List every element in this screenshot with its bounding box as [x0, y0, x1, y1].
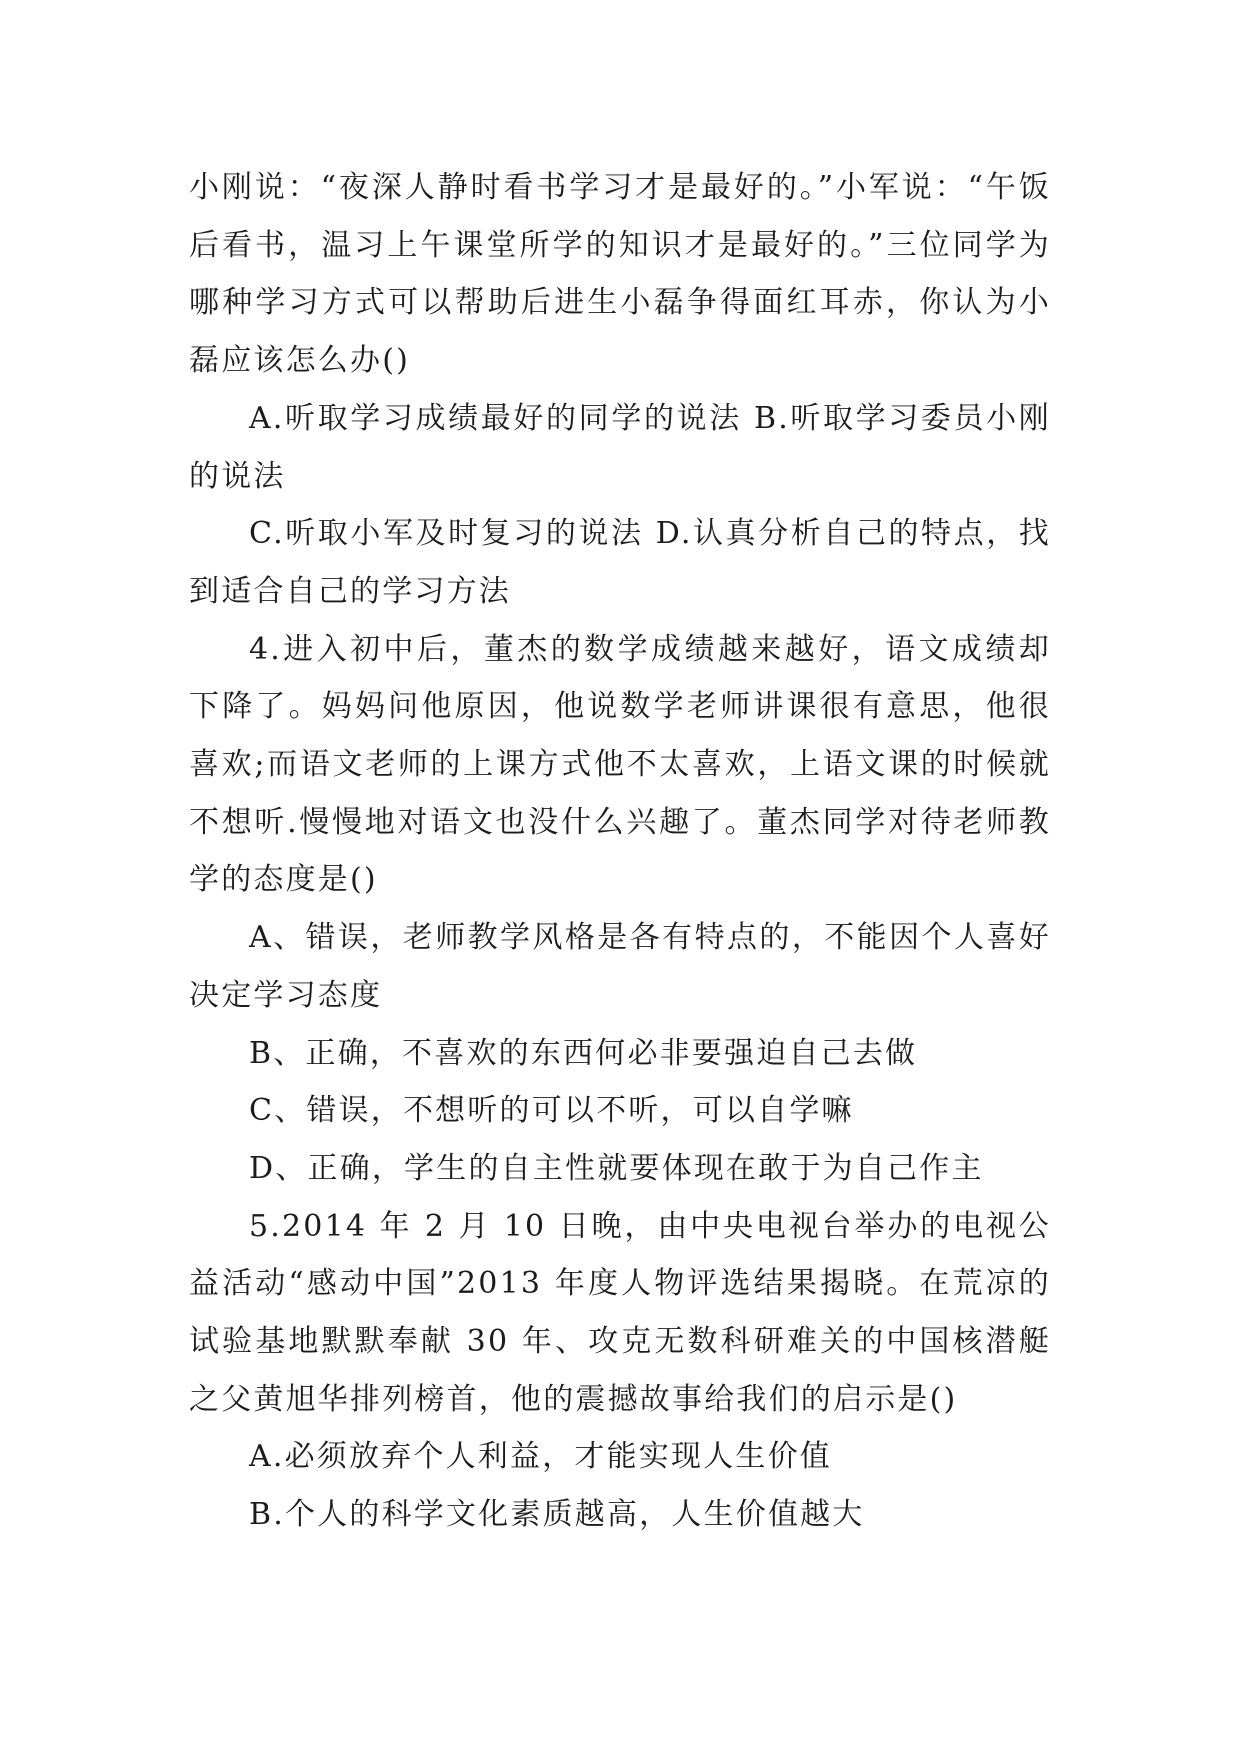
- question-3-options-cd: C.听取小军及时复习的说法 D.认真分析自己的特点，找到适合自己的学习方法: [189, 516, 1051, 609]
- question-4-option-c: C、错误，不想听的可以不听，可以自学嘛: [249, 1093, 854, 1129]
- question-4-option-a: A、错误，老师教学风格是各有特点的，不能因个人喜好决定学习态度: [189, 920, 1051, 1013]
- document-body: [189, 159, 1051, 1544]
- question-4-option-d: D、正确，学生的自主性就要体现在敢于为自己作主: [249, 1150, 984, 1186]
- question-4-stem: 4.进入初中后，董杰的数学成绩越来越好，语文成绩却下降了。妈妈问他原因，他说数学老师讲课很有意思，他很喜欢;而语文老师的上课方式他不太喜欢，上语文课的时候就不想听.慢慢地对语文也没什么兴趣了。董杰同学对待老师教学的态度是(): [189, 631, 1051, 898]
- question-5-option-a: A.必须放弃个人利益，才能实现人生价值: [249, 1439, 833, 1475]
- question-5-option-b: B.个人的科学文化素质越高，人生价值越大: [249, 1497, 865, 1533]
- question-3-options-ab: A.听取学习成绩最好的同学的说法 B.听取学习委员小刚的说法: [189, 400, 1051, 494]
- question-5-stem: 5.2014 年 2 月 10 日晚，由中央电视台举办的电视公益活动“感动中国”2013 年度人物评选结果揭晓。在荒凉的试验基地默默奉献 30 年、攻克无数科研难关的中国核潜艇之父黄旭华排列榜首，他的震撼故事给我们的启示是(): [189, 1208, 1051, 1417]
- question-3-stem-continued: 小刚说：“夜深人静时看书学习才是最好的。”小军说：“午饭后看书，温习上午课堂所学的知识才是最好的。”三位同学为哪种学习方式可以帮助后进生小磊争得面红耳赤，你认为小磊应该怎么办(): [189, 170, 1051, 379]
- question-4-option-b: B、正确，不喜欢的东西何必非要强迫自己去做: [249, 1035, 918, 1071]
